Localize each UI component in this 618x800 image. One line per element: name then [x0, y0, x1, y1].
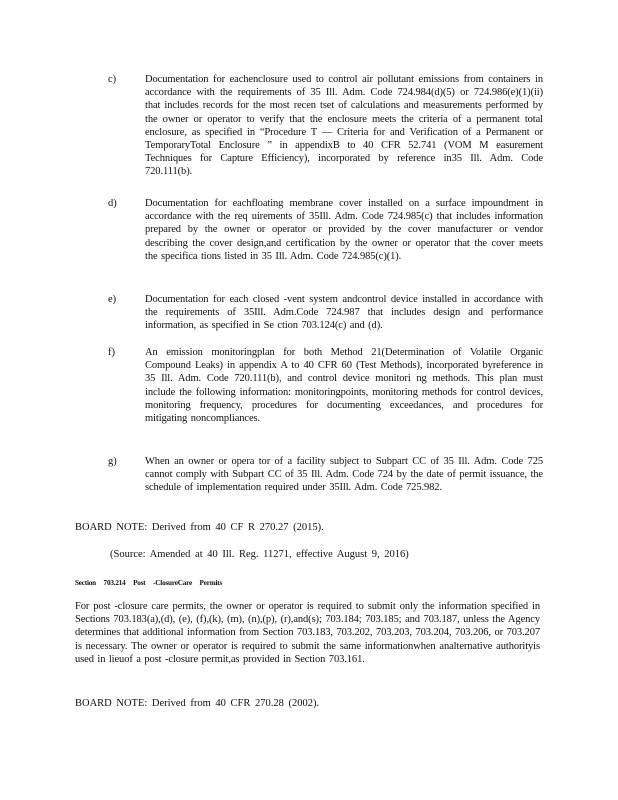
item-label: f): [108, 347, 115, 358]
item-text: An emission monitoringplan for both Method 21(Determination of Volatile Organic Compound Leaks) in appendix A to 40 CFR 60 (Test Methods), incorporated byreference in 35 Ill. Adm. Code 720.111(b), and control device monitori ng methods. This plan must include the following information: monitoringpoints, monitoring methods for control devices, monitoring frequency, procedures for documenting exceedances, and procedures for mitigating noncompliances.: [145, 347, 543, 425]
item-text: Documentation for each closed -vent system andcontrol device installed in accordance with the requirements of 35Ill. Adm.Code 724.987 that includes design and performance information, as specified in Se ction 703.124(c) and (d).: [145, 294, 543, 332]
item-label: e): [108, 294, 117, 305]
item-label: g): [108, 456, 117, 467]
board-note: BOARD NOTE: Derived from 40 CF R 270.27 (2015).: [75, 522, 324, 533]
section-heading: Section 703.214 Post -ClosureCare Permits: [75, 579, 223, 587]
item-label: d): [108, 198, 117, 209]
item-label: c): [108, 74, 117, 85]
board-note: BOARD NOTE: Derived from 40 CFR 270.28 (2002).: [75, 698, 320, 709]
item-text: Documentation for eachenclosure used to control air pollutant emissions from containers in accordance with the requirements of 35 Ill. Adm. Code 724.984(d)(5) or 724.986(e)(1)(ii) that includes records for the most recen tset of calculations and measurements performed by the owner or operator to verify that the enclosure meets the criteria of a permanent total enclosure, as specified in “Procedure T — Criteria for and Verification of a Permanent or TemporaryTotal Enclosure ” in appendixB to 40 CFR 52.741 (VOM M easurement Techniques for Capture Efficiency), incorporated by reference in35 Ill. Adm. Code 720.111(b).: [145, 74, 543, 178]
section-paragraph: For post -closure care permits, the owner or operator is required to submit only the information specified in Sections 703.183(a),(d), (e), (f),(k), (m), (n),(p), (r),and(s); 703.184; 703.185; and 703.187, unless the Agency determines that additional information from Section 703.183, 703.202, 703.203, 703.204, 703.206, or 703.207 is necessary. The owner or operator is required to submit the same informationwhen analternative authorityis used in lieuof a post -closure permit,as provided in Section 703.161.: [75, 601, 540, 665]
item-text: Documentation for eachfloating membrane cover installed on a surface impoundment in accordance with the req uirements of 35Ill. Adm. Code 724.985(c) that includes information prepared by the owner or operator or provided by the cover manufacturer or vendor describing the cover design,and certification by the owner or operator that the cover meets the specifica tions listed in 35 Ill. Adm. Code 724.985(c)(1).: [145, 198, 543, 262]
source-note: (Source: Amended at 40 Ill. Reg. 11271, effective August 9, 2016): [110, 549, 409, 560]
item-text: When an owner or opera tor of a facility subject to Subpart CC of 35 Ill. Adm. Code 725 cannot comply with Subpart CC of 35 Ill. Adm. Code 724 by the date of permit issuance, the schedule of implementation required under 35Ill. Adm. Code 725.982.: [145, 456, 543, 494]
